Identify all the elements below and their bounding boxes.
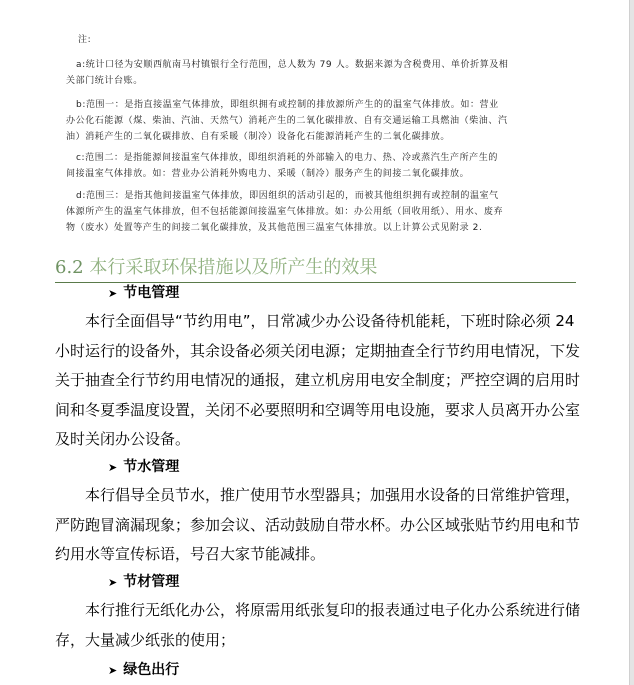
note-c (66, 150, 590, 182)
subsection-title: 节水管理 (123, 459, 180, 475)
subsection-title: 节材管理 (123, 574, 180, 590)
note-line: a:统计口径为安顺西航南马村镇银行全行范围，总人数为 79 人。数据来源为含税费用、单价折算及相 (76, 60, 509, 70)
body-line: 间和冬夏季温度设置，关闭不必要照明和空调等用电设施，要求人员离开办公室 (55, 400, 581, 419)
section-number: 6.2 (55, 257, 84, 278)
arrow-bullet-icon: ➤ (108, 664, 118, 677)
note-line: d:范围三：是指其他间接温室气体排放，即因组织的活动引起的，而被其他组织拥有或控制的温室气 (76, 191, 499, 201)
note-line: c:范围二：是指能源间接温室气体排放，即组织消耗的外部输入的电力、热、冷或蒸汽生产所产生的 (76, 153, 498, 163)
note-line: 办公化石能源（煤、柴油、汽油、天然气）消耗产生的二氧化碳排放、自有交通运输工具燃油（柴油、汽 (66, 116, 508, 126)
body-line: 严防跑冒滴漏现象；参加会议、活动鼓励自带水杯。办公区域张贴节约用电和节 (55, 515, 581, 534)
subsection-title: 节电管理 (123, 285, 180, 301)
arrow-bullet-icon: ➤ (108, 576, 118, 589)
body-line: 本行倡导全员节水，推广使用节水型器具；加强用水设备的日常维护管理， (85, 486, 581, 504)
section-heading (55, 254, 576, 283)
subsection-heading-materials (108, 572, 179, 593)
arrow-bullet-icon: ➤ (108, 461, 118, 474)
note-line: 体源所产生的温室气体排放，但不包括能源间接温室气体排放。如：办公用纸（回收用纸）、用水、废弃 (66, 207, 504, 217)
body-line: 及时关闭办公设备。 (55, 430, 191, 448)
subsection-heading-water (108, 457, 179, 478)
notes-label: 注: (78, 35, 92, 45)
note-line: 物（废水）处置等产生的间接二氧化碳排放，及其他范围三温室气体排放。以上计算公式见附录 2. (66, 223, 483, 233)
section-title: 本行采取环保措施以及所产生的效果 (89, 257, 378, 278)
body-line: 存，大量减少纸张的使用； (55, 630, 236, 649)
subsection-body-water (55, 481, 580, 570)
body-line: 约用水等宣传标语，号召大家节能减排。 (55, 545, 326, 563)
note-line: 油）消耗产生的二氧化碳排放、自有采暖（制冷）设备化石能源消耗产生的二氧化碳排放。 (66, 132, 451, 142)
page-edge (629, 0, 634, 685)
note-line: 间接温室气体排放。如：营业办公消耗外购电力、采暖（制冷）服务产生的间接二氧化碳排放。 (66, 169, 470, 179)
body-line: 小时运行的设备外，其余设备必须关闭电源；定期抽查全行节约用电情况，下发 (55, 341, 581, 360)
body-line: 本行推行无纸化办公，将原需用纸张复印的报表通过电子化办公系统进行储 (85, 601, 581, 619)
note-a (66, 57, 590, 89)
subsection-heading-power (108, 283, 179, 304)
body-line: 本行全面倡导“节约用电”，日常减少办公设备待机能耗，下班时除必须 24 (85, 312, 575, 330)
subsection-heading-green-travel (108, 660, 179, 681)
subsection-body-power (55, 307, 580, 455)
arrow-bullet-icon: ➤ (108, 287, 118, 300)
note-b (66, 97, 590, 145)
note-line: b:范围一：是指直接温室气体排放，即组织拥有或控制的排放源所产生的的温室气体排放。如：营业 (76, 100, 499, 110)
note-d (66, 188, 590, 236)
subsection-title: 绿色出行 (123, 662, 180, 678)
subsection-body-materials (55, 596, 580, 655)
note-line: 关部门统计台账。 (66, 76, 143, 86)
body-line: 关于抽查全行节约用电情况的通报，建立机房用电安全制度；严控空调的启用时 (55, 371, 581, 389)
